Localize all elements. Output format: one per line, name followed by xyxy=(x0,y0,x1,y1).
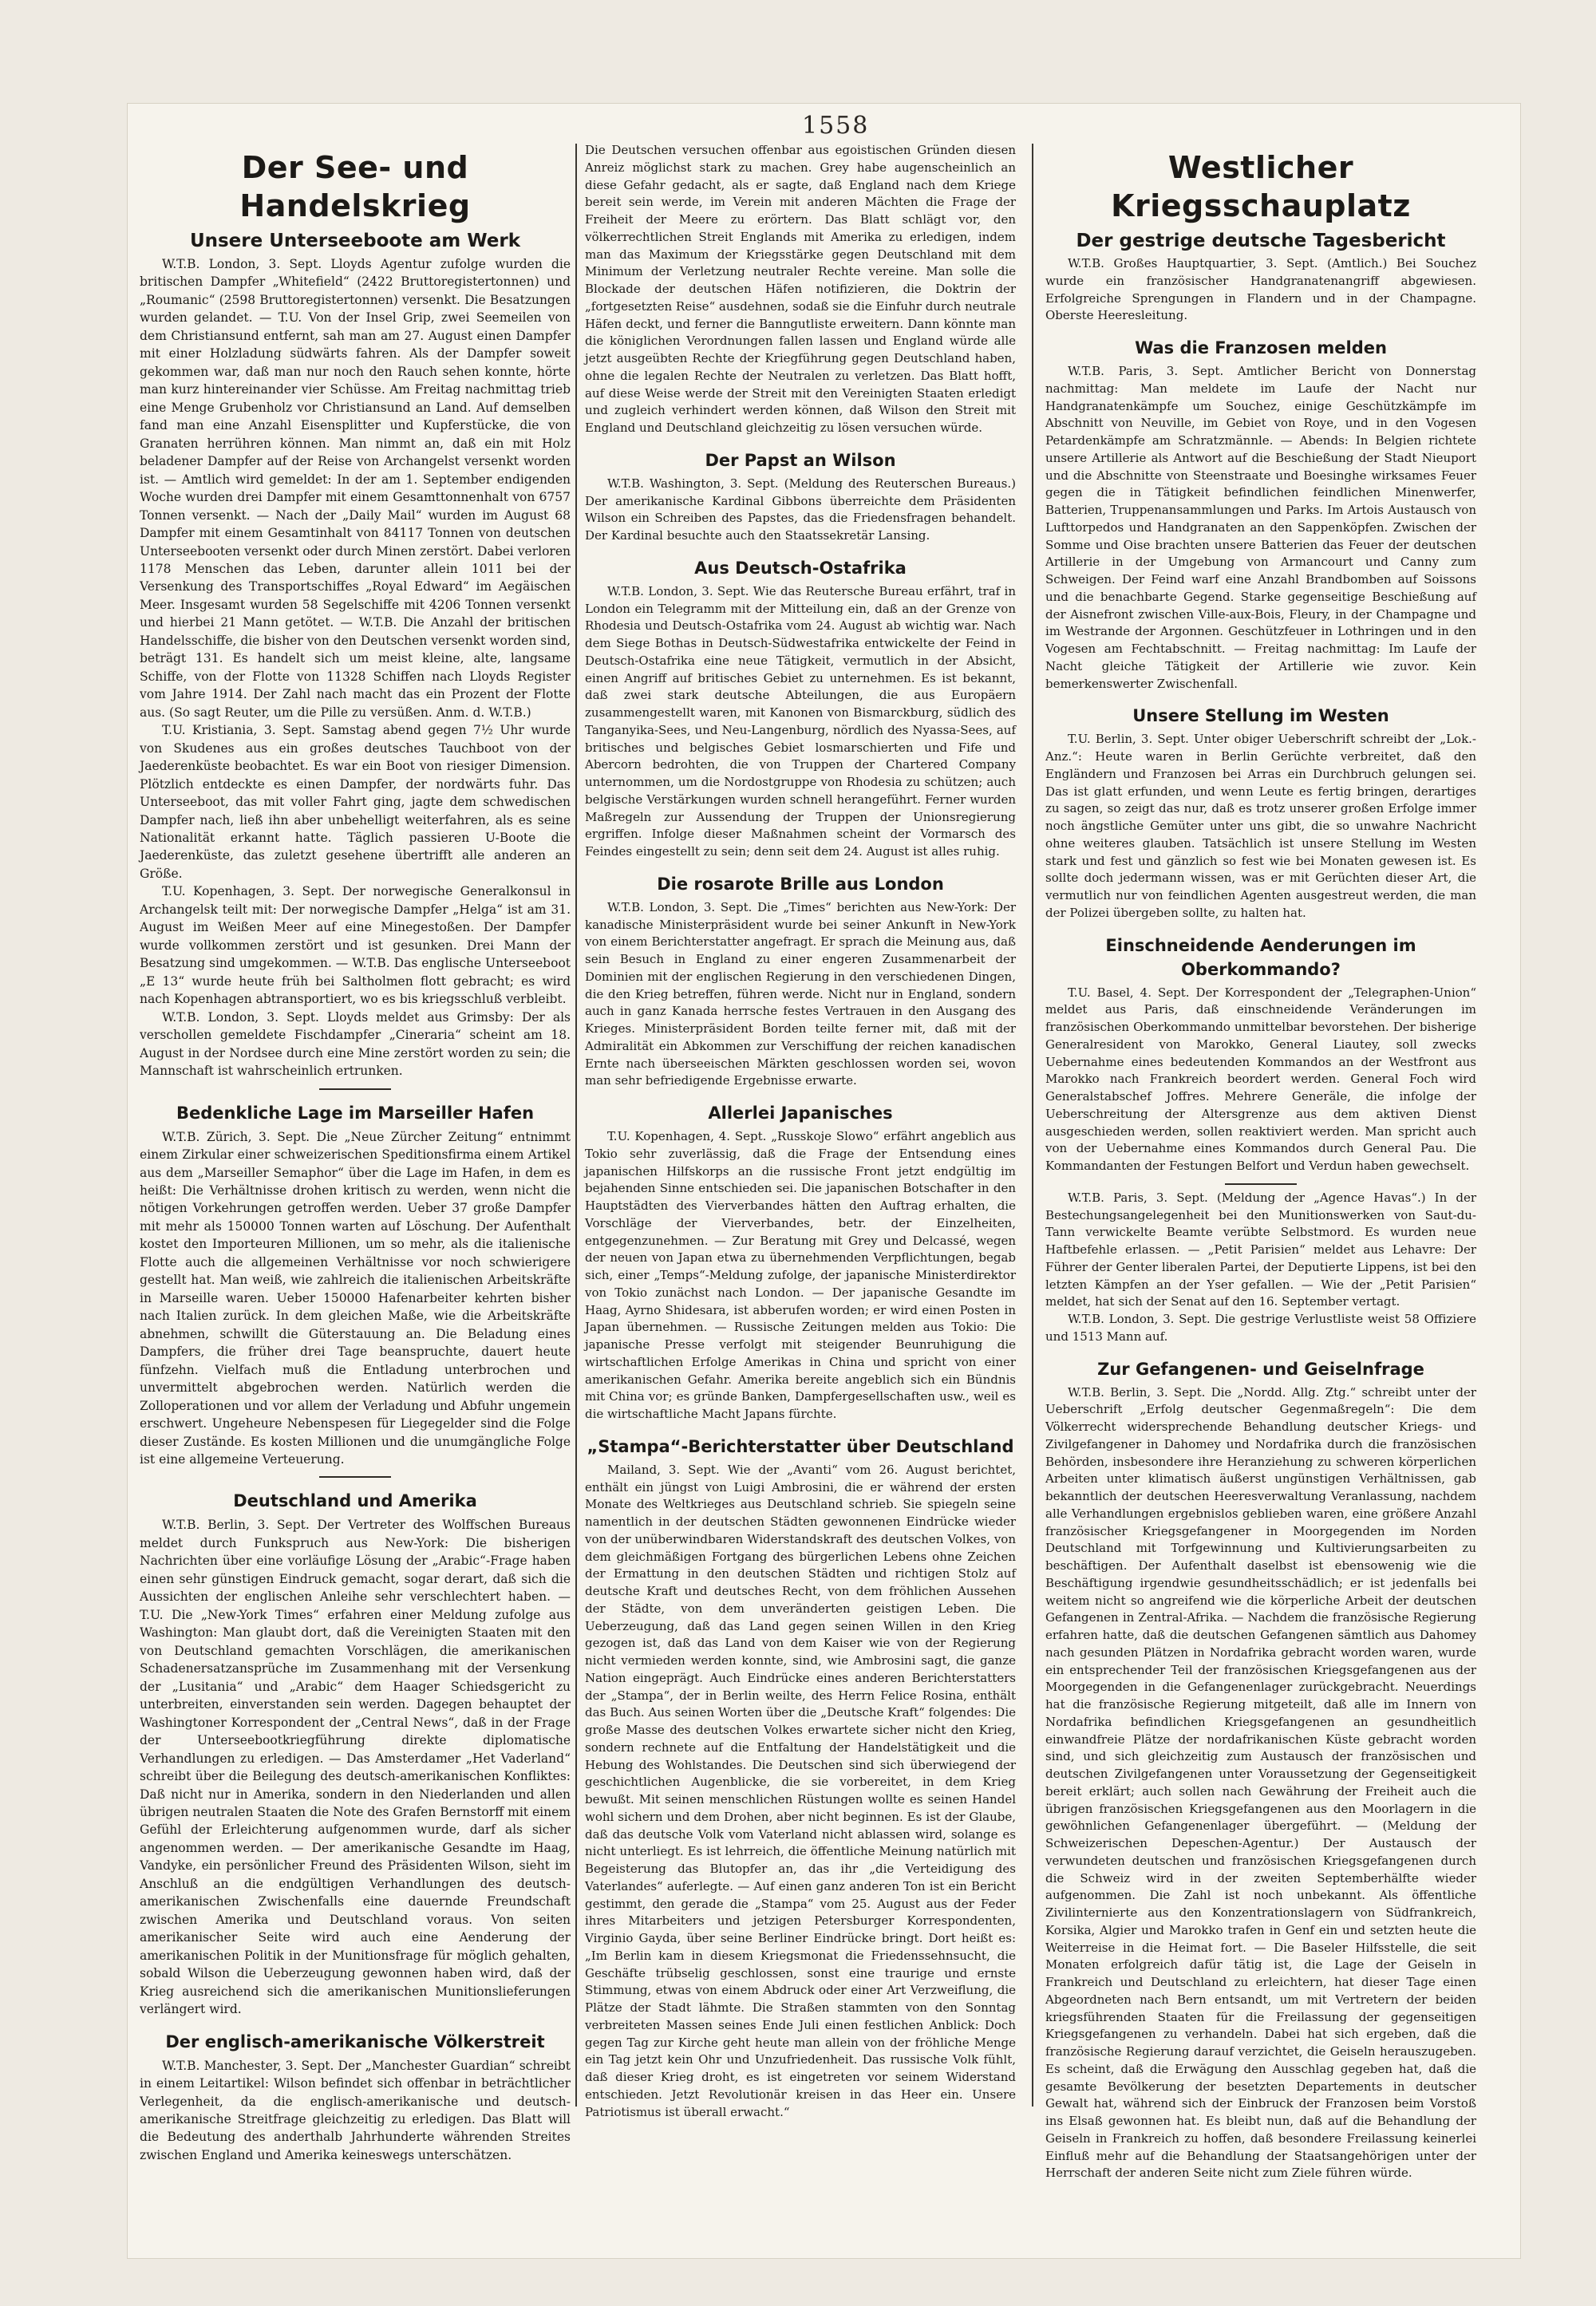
article-paragraph: Mailand, 3. Sept. Wie der „Avanti“ vom 26. August berichtet, enthält ein jüngst von Luigi Ambrosini, die er während der ersten Monate des Weltkrieges aus Deutschland schrieb. Sie spiegeln seine namentlich in der deutschen Städten gewonnenen Eindrücke wieder von der unüberwindbaren Widerstandskraft des deutschen Volkes, von dem gleichmäßigen Fortgang des bürgerlichen Lebens ohne Zeichen der Ermattung in den deutschen Städten und richtigen Stolz auf deutsche Kraft und deutsches Recht, von dem fröhlichen Aussehen der Städte, von dem unveränderten geistigen Leben. Die Ueberzeugung, daß das Land gegen seinen Willen in den Krieg gezogen ist, daß das Land von dem Kaiser wie von der Regierung nicht vermieden werden konnte, sind, wie Ambrosini sagt, die ganze Nation eingeprägt. Auch Eindrücke eines anderen Berichterstatters der „Stampa“, der in Berlin weilte, des Herrn Felice Rosina, enthält das Buch. Aus seinen Worten über die „Deutsche Kraft“ folgendes: Die große Masse des deutschen Volkes erwartete sicher nicht den Krieg, sondern rechnete auf die Entfaltung der Handelstätigkeit und die Hebung des Wohlstandes. Die Deutschen sind sich überwiegend der geschichtlichen Augenblicke, die sie vorbereitet, in dem Krieg bewußt. Mit seinen menschlichen Rüstungen wollte es seinen Handel wohl sichern und dem Drohen, aber nicht beginnen. Es ist der Glaube, daß das deutsche Volk vom Vaterland nicht ablassen wird, solange es nicht unterliegt. Es ist lehrreich, die öffentliche Meinung natürlich mit Begeisterung das Blutopfer an, das ihr „die Verteidigung des Vaterlandes“ auferlegte. — Auf einen ganz anderen Ton ist ein Bericht gestimmt, den gerade die „Stampa“ vom 25. August aus der Feder ihres Mitarbeiters und jetzigen Petersburger Korrespondenten, Virginio Gayda, über seine Berliner Eindrücke bringt. Dort heißt es: „Im Berlin kam in diesem Kriegsmonat die Friedenssehnsucht, die Geschäfte trübselig geschlossen, sonst eine traurige und ernste Stimmung, etwas von einem Abdruck oder einer Art Verzweiflung, die Plätze der Stadt lähmte. Die Straßen stammten von den Sonntag verbreiteten Massen seines Ende Juli einen festlichen Anblick: Doch gegen Tag zur Kirche geht heute man allein von der fröhliche Menge ein Tag jetzt kein Ohr und Unzufriedenheit. Das russische Volk fühlt, daß dieser Krieg droht, es ist eingetreten vor seinem Widerstand entschieden. Jetzt Revolutionär kreisen in das Heer ein. Unsere Patriotismus ist überall erwacht.“ xyxy=(585,1462,1016,2119)
article-headline: Deutschland und Amerika xyxy=(233,1491,477,1511)
separator xyxy=(319,1088,391,1090)
article-paragraph: W.T.B. Zürich, 3. Sept. Die „Neue Zürcher Zeitung“ entnimmt einem Zirkular einer schweizerischen Speditionsfirma einem Artikel aus dem „Marseiller Semaphor“ über die Lage im Hafen, in dem es heißt: Die Verhältnisse drohen kritisch zu werden, wenn nicht die nötigen Vorkehrungen getroffen werden. Ueber 37 große Dampfer mit mehr als 150000 Tonnen warten auf Löschung. Der Aufenthalt kostet den Importeuren Millionen, um so mehr, als die italienische Flotte auch die allgemeinen Verhältnisse vor noch schwierigere gestellt hat. Man weiß, wie zahlreich die italienischen Arbeitskräfte in Marseille waren. Ueber 150000 Hafenarbeiter kehrten bisher nach Italien zurück. In dem gleichen Maße, wie die Arbeitskräfte abnehmen, schwillt die Güterstauung an. Die Beladung eines Dampfers, die früher drei Tage beanspruchte, dauert heute fünfzehn. Vielfach muß die Entladung unterbrochen und unvermittelt abgebrochen werden. Natürlich werden die Zolloperationen und vor allem der Verladung und Abfuhr ungemein erschwert. Ungeheure Nebenspesen für Liegegelder sind die Folge dieser Zustände. Es kosten Millionen und die unumgängliche Folge ist eine allgemeine Verteuerung. xyxy=(140,1129,571,1467)
section-banner: Westlicher Kriegsschauplatz xyxy=(1111,150,1411,223)
article-paragraph: T.U. Kopenhagen, 4. Sept. „Russkoje Slowo“ erfährt angeblich aus Tokio sehr zuverlässig, daß die Frage der Entsendung eines japanischen Hilfskorps an die russische Front jetzt endgültig im bejahenden Sinne entschieden sei. Die japanischen Botschafter in den Hauptstädten des Vierverbandes hätten den Auftrag erhalten, die Vorschläge der Vierverbandes, betr. der Einzelheiten, entgegenzunehmen. — Zur Beratung mit Grey und Delcassé, wegen der neuen von Japan etwa zu übernehmenden Verpflichtungen, begab sich, einer „Temps“-Meldung zufolge, der japanische Ministerdirektor von Tokio zunächst nach London. — Der japanische Gesandte im Haag, Ayrno Shidesara, ist abberufen worden; er wird einen Posten in Japan übernehmen. — Russische Zeitungen melden aus Tokio: Die japanische Presse verfolgt mit steigender Beunruhigung die wirtschaftlichen Erfolge Amerikas in China und spricht von einer amerikanischen Gefahr. Amerika bereite angeblich sich ein Bündnis mit China vor; es gründe Banken, Dampfergesellschaften usw., weil es die wirtschaftliche Macht Japans fürchte. xyxy=(585,1129,1016,1421)
article-paragraph: W.T.B. Berlin, 3. Sept. Die „Nordd. Allg. Ztg.“ schreibt unter der Ueberschrift „Erfolg deutscher Gegenmaßregeln“: Die dem Völkerrecht widersprechende Behandlung deutscher Kriegs- und Zivilgefangener in Dahomey und Nordafrika durch die französischen Behörden, insbesondere ihre Heranziehung zu schweren körperlichen Arbeiten unter klimatisch äußerst ungünstigen Verhältnissen, gab bekanntlich der deutschen Heeresverwaltung Veranlassung, nachdem alle Verhandlungen ergebnislos geblieben waren, eine größere Anzahl französischer Kriegsgefangener in Moorgegenden im Norden Deutschland mit Torfgewinnung und Kultivierungsarbeiten zu beschäftigen. Der Aufenthalt daselbst ist ebensowenig wie die Beschäftigung irgendwie gesundheitsschädlich; er ist jedenfalls bei weitem nicht so angreifend wie die körperliche Arbeit der deutschen Gefangenen in Zentral-Afrika. — Nachdem die französische Regierung erfahren hatte, daß die deutschen Gefangenen sämtlich aus Dahomey nach gesunden Plätzen in Nordafrika gebracht worden waren, wurde ein entsprechender Teil der französischen Kriegsgefangenen aus der Moorgegenden in die Gefangenenlager zurückgebracht. Neuerdings hat die französische Regierung mitgeteilt, daß alle im Innern von Nordafrika befindlichen Kriegsgefangenen an gesundheitlich einwandfreie Plätze der nordafrikanischen Küste gebracht worden sind, und sich gleichzeitig zum Austausch der französischen und deutschen Zivilgefangenen unter Voraussetzung der Gegenseitigkeit bereit erklärt; auch sollen nach Gewährung der Freiheit auch die übrigen französischen Kriegsgefangenen aus den Moorlagern in die gewöhnlichen Gefangenenlager übergeführt. — (Meldung der Schweizerischen Depeschen-Agentur.) Der Austausch der verwundeten deutschen und französischen Kriegsgefangenen durch die Schweiz wird in der zweiten Septemberhälfte wieder aufgenommen. Die Zahl ist noch unbekannt. Als öffentliche Zivilinternierte aus den Konzentrationslagern von Südfrankreich, Korsika, Algier und Marokko trafen in Genf ein und setzten heute die Weiterreise in die Heimat fort. — Die Baseler Hilfsstelle, die seit Monaten erfolgreich dafür tätig ist, die Lage der Geiseln in Frankreich und Deutschland zu erleichtern, hat dieser Tage einen Abgeordneten nach Bern entsandt, um mit Vertretern der beiden kriegsführenden Staaten für die Freilassung der gegenseitigen Kriegsgefangenen zu verhandeln. Dabei hat sich ergeben, daß die französische Regierung darauf verzichtet, die Geiseln herauszugeben. Es scheint, daß die Erwägung den Ausschlag gegeben hat, daß die gesamte Bevölkerung der besetzten Departements in deutscher Gewalt hat, während sich der Einbruck der Franzosen beim Vorstoß ins Elsaß gewonnen hat. Es bleibt nun, daß auf die Behandlung der Geiseln in Frankreich zu hoffen, daß besondere Freilassung keinerlei Einfluß mehr auf die Behandlung der Staatsangehörigen unter der Herrschaft der anderen Seite nicht zum Ziele führen würde. xyxy=(1045,1384,1476,2181)
article-paragraph: W.T.B. London, 3. Sept. Die „Times“ berichten aus New-York: Der kanadische Ministerpräsident wurde bei seiner Ankunft in New-York von einem Berichterstatter angefragt. Er sprach die Meinung aus, daß sein Besuch in England zu einer engeren Zusammenarbeit der Dominien mit der englischen Regierung in den verschiedenen Dingen, die den Krieg betreffen, führen werde. Nicht nur in England, sondern auch in ganz Kanada herrsche festes Vertrauen in den Ausgang des Krieges. Ministerpräsident Borden teilte ferner mit, daß mit der Admiralität ein Abkommen zur Verschiffung der reichen kanadischen Ernte nach überseeischen Märkten geschlossen worden sei, wovon man sehr befriedigende Ergebnisse erwarte. xyxy=(585,899,1016,1088)
article-paragraph: W.T.B. London, 3. Sept. Wie das Reutersche Bureau erfährt, traf in London ein Telegramm mit der Mitteilung ein, daß an der Grenze von Rhodesia und Deutsch-Ostafrika vom 24. August ab wichtig war. Nach dem Siege Bothas in Deutsch-Südwestafrika entwickelte der Feind in Deutsch-Ostafrika eine neue Tätigkeit, vermutlich in der Absicht, einen Angriff auf britisches Gebiet zu unternehmen. Es ist bekannt, daß zwei stark deutsche Abteilungen, die aus Europäern zusammengestellt waren, mit Kanonen von Bismarckburg, südlich des Tanganyika-Sees, und Neu-Langenburg, nördlich des Nyassa-Sees, auf britisches und belgisches Gebiet losmarschierten und Fife und Abercorn bedrohten, die von Truppen der Chartered Company unternommen, um die Nordostgruppe von Rhodesia zu schützen; auch belgische Verstärkungen wurden schnell herangeführt. Ferner wurden Maßregeln zur Aussendung der Truppen der Unionsregierung ergriffen. Infolge dieser Maßnahmen scheint der Vormarsch des Feindes eingestellt zu sein; denn seit dem 24. August ist alles ruhig. xyxy=(585,583,1016,859)
article-paragraph: W.T.B. Großes Hauptquartier, 3. Sept. (Amtlich.) Bei Souchez wurde ein französischer Handgranatenangriff abgewiesen. Erfolgreiche Sprengungen in Flandern und in der Champagne. Oberste Heeresleitung. xyxy=(1045,256,1476,323)
article-paragraph: W.T.B. Paris, 3. Sept. (Meldung der „Agence Havas“.) In der Bestechungsangelegenheit bei den Munitionswerken von Saut-du-Tann verwickelte Beamte verübte Selbstmord. Es wurden neue Haftbefehle erlassen. — „Petit Parisien“ meldet aus Lehavre: Der Führer der Genter liberalen Partei, der Deputierte Lippens, ist bei den letzten Kämpfen an der Yser gefallen. — Wie der „Petit Parisien“ meldet, hat sich der Senat auf den 16. September vertagt. xyxy=(1045,1190,1476,1309)
article-paragraph: W.T.B. London, 3. Sept. Die gestrige Verlustliste weist 58 Offiziere und 1513 Mann auf. xyxy=(1045,1312,1476,1344)
article-headline: Was die Franzosen melden xyxy=(1135,338,1387,357)
article-headline: Unsere Stellung im Westen xyxy=(1132,706,1389,726)
article-headline: Unsere Unterseeboote am Werk xyxy=(189,231,521,251)
article-paragraph: T.U. Basel, 4. Sept. Der Korrespondent der „Telegraphen-Union“ meldet aus Paris, daß einschneidende Veränderungen im französischen Oberkommando unmittelbar bevorstehen. Der bisherige Generalresident von Marokko, General Liautey, soll zwecks Uebernahme eines bedeutenden Kommandos an der Westfront aus Marokko nach Frankreich beordert werden. General Foch wird Generalstabschef Joffres. Mehrere Generäle, die infolge der Ueberschreitung der Altersgrenze aus dem aktiven Dienst ausgeschieden werden, sollen reaktiviert werden. Man spricht auch von der Uebernahme eines Kommandos durch General Pau. Die Kommandanten der Festungen Belfort und Verdun haben gewechselt. xyxy=(1045,985,1476,1173)
article-paragraph: W.T.B. Manchester, 3. Sept. Der „Manchester Guardian“ schreibt in einem Leitartikel: Wilson befindet sich offenbar in beträchtlicher Verlegenheit, da die englisch-amerikanische und deutsch-amerikanische Streitfrage gleichzeitig zu erledigen. Das Blatt will die Bedeutung des anderthalb Jahrhunderte währenden Streites zwischen England und Amerika keineswegs unterschätzen. xyxy=(140,2058,571,2162)
article-headline: Der gestrige deutsche Tagesbericht xyxy=(1076,231,1446,251)
column-3 xyxy=(1045,142,1476,2182)
column-divider xyxy=(1032,144,1033,2107)
article-paragraph: W.T.B. Paris, 3. Sept. Amtlicher Bericht von Donnerstag nachmittag: Man meldete im Laufe der Nacht nur Handgranatenkämpfe um Souchez, einige Geschützkämpfe im Abschnitt von Neuville, im Gebiet von Roye, und in den Vogesen Petardenkämpfe am Schratzmännle. — Abends: In Belgien richtete unsere Artillerie als Antwort auf die Beschießung der Stadt Nieuport und die Abschnitte von Steenstraate und Boesinghe wirksames Feuer gegen die in Tätigkeit befindlichen feindlichen Minenwerfer, Batterien, Truppenansammlungen und Parks. Im Artois Austausch von Lufttorpedos und Handgranaten an den Sappenköpfen. Zwischen der Somme und Oise brachten unsere Batterien das Feuer der deutschen Artillerie in der Umgebung von Armancourt und Canny zum Schweigen. Der Feind warf eine Anzahl Brandbomben auf Soissons und die benachbarte Gegend. Starke gegenseitige Beschießung auf der Aisnefront zwischen Ville-aux-Bois, Fleury, in der Champagne und im Westrande der Argonnen. Geschützfeuer in Lothringen und in den Vogesen am Fechtabschnitt. — Freitag nachmittag: Im Laufe der Nacht gleiche Tätigkeit der Artillerie wie zuvor. Kein bemerkenswerter Zwischenfall. xyxy=(1045,364,1476,691)
article-headline: „Stampa“-Berichterstatter über Deutschland xyxy=(587,1436,1014,1456)
page-number: 1558 xyxy=(802,112,870,140)
article-headline: Zur Gefangenen- und Geiselnfrage xyxy=(1097,1359,1424,1379)
article-headline: Allerlei Japanisches xyxy=(708,1104,893,1123)
article-headline: Bedenkliche Lage im Marseiller Hafen xyxy=(176,1103,535,1123)
article-paragraph: W.T.B. London, 3. Sept. Lloyds Agentur zufolge wurden die britischen Dampfer „Whitefield“ (2422 Bruttoregistertonnen) und „Roumanic“ (2598 Bruttoregistertonnen) versenkt. Die Besatzungen wurden gelandet. — T.U. Von der Insel Grip, zwei Seemeilen von dem Christiansund entfernt, sah man am 27. August einen Dampfer mit einer Holzladung südwärts fahren. Als der Dampfer soweit gekommen war, daß man nur noch den Rauch sehen konnte, hörte man kurz hintereinander vier Schüsse. Am Freitag nachmittag trieb eine Menge Grubenholz vor Christiansund an Land. Auf demselben fand man eine Anzahl Eisensplitter und Kupferstücke, die von Granaten herrühren können. Man nimmt an, daß ein mit Holz beladener Dampfer auf der Reise von Archangelst versenkt worden ist. — Amtlich wird gemeldet: In der am 1. September endigenden Woche wurden drei Dampfer mit einem Gesamttonnenhalt von 6757 Tonnen versenkt. — Nach der „Daily Mail“ wurden im August 68 Dampfer mit einem Gesamtinhalt von 84117 Tonnen von deutschen Unterseebooten versenkt oder durch Minen zerstört. Dabei verloren 1178 Menschen das Leben, darunter allein 1011 bei der Versenkung des Transportschiffes „Royal Edward“ im Aegäischen Meer. Insgesamt wurden 58 Segelschiffe mit 4206 Tonnen versenkt und hierbei 21 Mann getötet. — W.T.B. Die Anzahl der britischen Handelsschiffe, die bisher von den Deutschen versenkt worden sind, beträgt 131. Es handelt sich um meist kleine, alte, langsame Schiffe, von der Flotte von 11328 Schiffen nach Lloyds Register vom Jahre 1914. Der Zahl nach macht das ein Prozent der Flotte aus. (So sagt Reuter, um die Pille zu versüßen. Anm. d. W.T.B.) xyxy=(140,257,571,720)
article-paragraph: W.T.B. Berlin, 3. Sept. Der Vertreter des Wolffschen Bureaus meldet durch Funkspruch aus New-York: Die bisherigen Nachrichten über eine vorläufige Lösung der „Arabic“-Frage haben einen sehr günstigen Eindruck gemacht, sogar derart, daß sich die Aussichten der englischen Anleihe sehr verschlechtert haben. — T.U. Die „New-York Times“ erfahren einer Meldung zufolge aus Washington: Man glaubt dort, daß die Vereinigten Staaten mit den von Deutschland gemachten Vorschlägen, die amerikanischen Schadenersatzansprüche im Zusammenhang mit der Versenkung der „Lusitania“ und „Arabic“ dem Haager Schiedsgericht zu unterbreiten, einverstanden sein werden. Dagegen behauptet der Washingtoner Korrespondent der „Central News“, daß in der Frage der Unterseebootkriegführung direkte diplomatische Verhandlungen zu erledigen. — Das Amsterdamer „Het Vaderland“ schreibt über die Beilegung des deutsch-amerikanischen Konfliktes: Daß nicht nur in Amerika, sondern in den Niederlanden und allen übrigen neutralen Staaten die Note des Grafen Bernstorff mit einem Gefühl der Erleichterung aufgenommen wurde, darf als sicher angenommen werden. — Der amerikanische Gesandte im Haag, Vandyke, ein persönlicher Freund des Präsidenten Wilson, sieht im Anschluß an die endgültigen Verhandlungen des deutsch-amerikanischen Zwischenfalls eine dauernde Freundschaft zwischen Amerika und Deutschland voraus. Von seiten amerikanischer Seite wird auch eine Aenderung der amerikanischen Politik in der Munitionsfrage für möglich gehalten, sobald Wilson die Ueberzeugung gewonnen haben wird, daß der Krieg ausreichend sich die amerikanischen Munitionslieferungen verlängert wird. xyxy=(140,1518,571,2017)
article-paragraph: W.T.B. London, 3. Sept. Lloyds meldet aus Grimsby: Der als verschollen gemeldete Fischdampfer „Cineraria“ scheint am 18. August in der Nordsee durch eine Mine zerstört worden zu sein; die Mannschaft ist wahrscheinlich ertrunken. xyxy=(140,1009,571,1079)
column-1 xyxy=(140,142,571,2164)
article-paragraph: Die Deutschen versuchen offenbar aus egoistischen Gründen diesen Anreiz möglichst stark zu machen. Grey habe augenscheinlich an diese Gefahr gedacht, als er sagte, daß England nach dem Kriege bereit sein werde, im Verein mit anderen Mächten die Frage der Freiheit der Meere zu erörtern. Das Blatt schlägt vor, den völkerrechtlichen Streit Englands mit Amerika zu erledigen, indem man das Maximum der Kriegsstärke gegen Deutschland mit dem Minimum der Verletzung neutraler Rechte vereine. Man solle die Blockade der deutschen Häfen notifizieren, die Doktrin der „fortgesetzten Reise“ ausdehnen, sodaß sie die Einfuhr durch neutrale Häfen deckt, und ferner die Banngutliste erweitern. Dann könnte man die königlichen Verordnungen fallen lassen und England würde alle jetzt ausgeübten Rechte der Kriegführung gegen Deutschland haben, ohne die legalen Rechte der Neutralen zu verletzen. Das Blatt hofft, auf diese Weise werde der Streit mit den Vereinigten Staaten erledigt und zugleich verhindert werden können, daß Wilson den Streit mit England und Deutschland gleichzeitig zu lösen versuchen würde. xyxy=(585,143,1016,435)
column-divider xyxy=(575,144,577,2107)
separator xyxy=(319,1476,391,1478)
article-headline: Aus Deutsch-Ostafrika xyxy=(694,558,907,578)
article-paragraph: T.U. Kristiania, 3. Sept. Samstag abend gegen 7½ Uhr wurde von Skudenes aus ein großes deutsches Tauchboot von der Jaederenküste beobachtet. Es war ein Boot von riesiger Dimension. Plötzlich entdeckte es einen Dampfer, der nordwärts fuhr. Das Unterseeboot, das mit voller Fahrt ging, jagte dem schwedischen Dampfer nach, ließ ihn aber unbehelligt weiterfahren, als es seine Nationalität erkannt hatte. Täglich passieren U-Boote die Jaederenküste, das zuletzt gesehene übertrifft alle anderen an Größe. xyxy=(140,723,571,881)
article-paragraph: T.U. Kopenhagen, 3. Sept. Der norwegische Generalkonsul in Archangelsk teilt mit: Der norwegische Dampfer „Helga“ ist am 31. August im Weißen Meer auf eine Minegestoßen. Der Dampfer wurde vollkommen zerstört und ist gesunken. Drei Mann der Besatzung sind umgekommen. — W.T.B. Das englische Unterseeboot „E 13“ wurde heute früh bei Saltholmen flott gebracht; es wird nach Kopenhagen abtransportiert, wo es bis kriegsschluß verbleibt. xyxy=(140,884,571,1007)
article-paragraph: W.T.B. Washington, 3. Sept. (Meldung des Reuterschen Bureaus.) Der amerikanische Kardinal Gibbons überreichte dem Präsidenten Wilson ein Schreiben des Papstes, das die Friedensfragen behandelt. Der Kardinal besuchte auch den Staatssekretär Lansing. xyxy=(585,476,1016,543)
article-headline: Einschneidende Aenderungen im Oberkommando? xyxy=(1105,935,1416,979)
article-paragraph: T.U. Berlin, 3. Sept. Unter obiger Ueberschrift schreibt der „Lok.-Anz.“: Heute waren in Berlin Gerüchte verbreitet, daß den Engländern und Franzosen bei Arras ein Durchbruch gelungen sei. Das ist glatt erfunden, und wenn Leute es fertig bringen, derartiges zu sagen, so zeigt das nur, daß es trotz unserer großen Erfolge immer noch ängstliche Gemüter unter uns gibt, die so unwahre Nachricht ohne weiteres glauben. Tatsächlich ist unsere Stellung im Westen stark und fest und gänzlich so fest wie bei Monaten gewesen ist. Es sollte doch jedermann wissen, was er mit Gerüchten dieser Art, die vermutlich nur von feindlichen Agenten ausgestreut werden, die man der Polizei übergeben sollte, zu halten hat. xyxy=(1045,732,1476,920)
article-headline: Der englisch-amerikanische Völkerstreit xyxy=(165,2032,545,2051)
separator xyxy=(1225,1183,1297,1185)
column-2 xyxy=(585,142,1016,2121)
article-headline: Die rosarote Brille aus London xyxy=(657,874,944,894)
section-banner: Der See- und Handelskrieg xyxy=(239,150,471,223)
article-headline: Der Papst an Wilson xyxy=(705,450,896,470)
